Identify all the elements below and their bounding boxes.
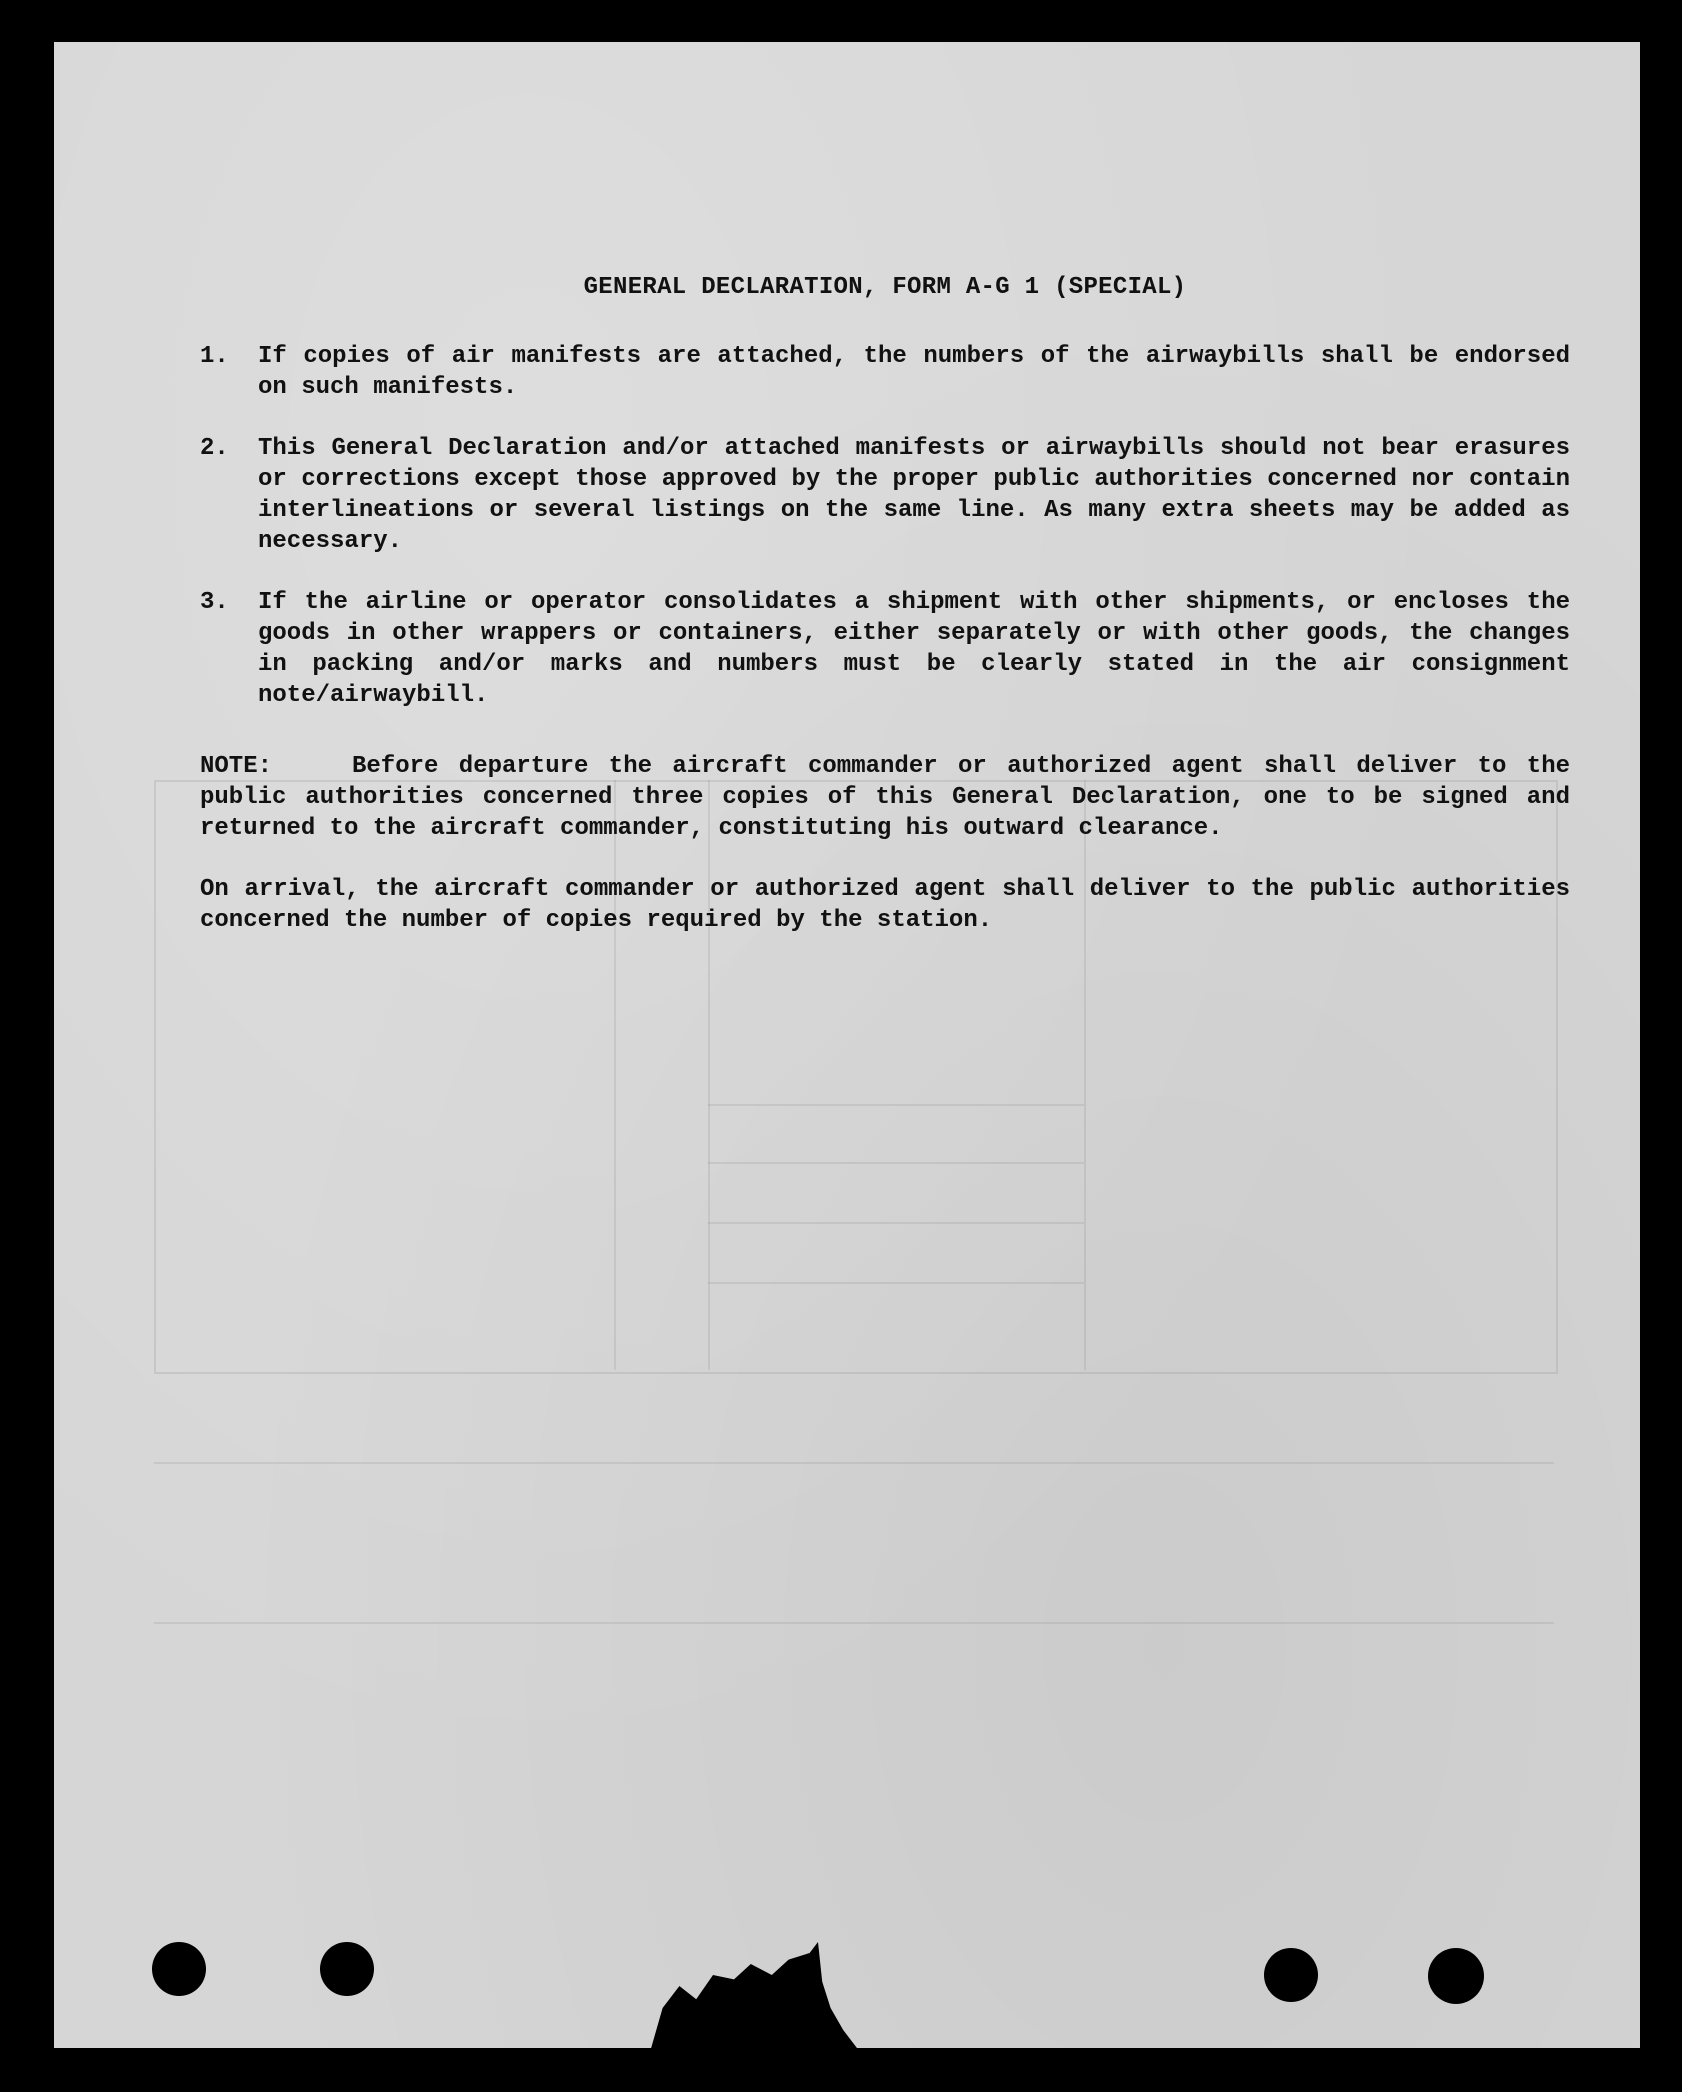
bleed-through-rule bbox=[154, 1462, 1554, 1464]
list-item bbox=[200, 587, 1570, 711]
item-number: 1. bbox=[200, 343, 229, 370]
document-page bbox=[54, 42, 1640, 2048]
list-item bbox=[200, 433, 1570, 557]
item-text: This General Declaration and/or attached manifests or airwaybills should not bear erasures or corrections except those approved by the proper public authorities concerned nor contain interlineations or several listings on the same line. As many extra sheets may be added as necessary. bbox=[258, 435, 1570, 555]
note-label: NOTE: bbox=[200, 753, 273, 780]
bleed-through-rule bbox=[708, 1162, 1084, 1164]
item-text: If the airline or operator consolidates a shipment with other shipments, or encloses the goods in other wrappers or containers, either separately or with other goods, the changes in packing and/or marks and numbers must be clearly stated in the air consignment note/airwaybill. bbox=[258, 589, 1570, 709]
punch-hole bbox=[152, 1942, 206, 1996]
bleed-through-rule bbox=[708, 1104, 1084, 1106]
item-number: 3. bbox=[200, 589, 229, 616]
bleed-through-rule bbox=[708, 1222, 1084, 1224]
note-text: Before departure the aircraft commander or authorized agent shall deliver to the public authorities concerned three copies of this General Declaration, one to be signed and returned to the aircraft commander, constituting his outward clearance. bbox=[200, 753, 1570, 842]
arrival-paragraph: On arrival, the aircraft commander or authorized agent shall deliver to the public authorities concerned the number of copies required by the station. bbox=[200, 876, 1570, 934]
note-paragraph bbox=[200, 751, 1570, 844]
item-number: 2. bbox=[200, 435, 229, 462]
paper-tear bbox=[650, 1942, 860, 2048]
bleed-through-rule bbox=[708, 1282, 1084, 1284]
item-text: If copies of air manifests are attached, the numbers of the airwaybills shall be endorsed on such manifests. bbox=[258, 343, 1570, 401]
bleed-through-rule bbox=[154, 1622, 1554, 1624]
punch-hole bbox=[1264, 1948, 1318, 2002]
punch-hole bbox=[1428, 1948, 1484, 2004]
document-body bbox=[200, 272, 1570, 936]
list-item bbox=[200, 341, 1570, 403]
document-title: GENERAL DECLARATION, FORM A-G 1 (SPECIAL) bbox=[583, 274, 1187, 301]
punch-hole bbox=[320, 1942, 374, 1996]
